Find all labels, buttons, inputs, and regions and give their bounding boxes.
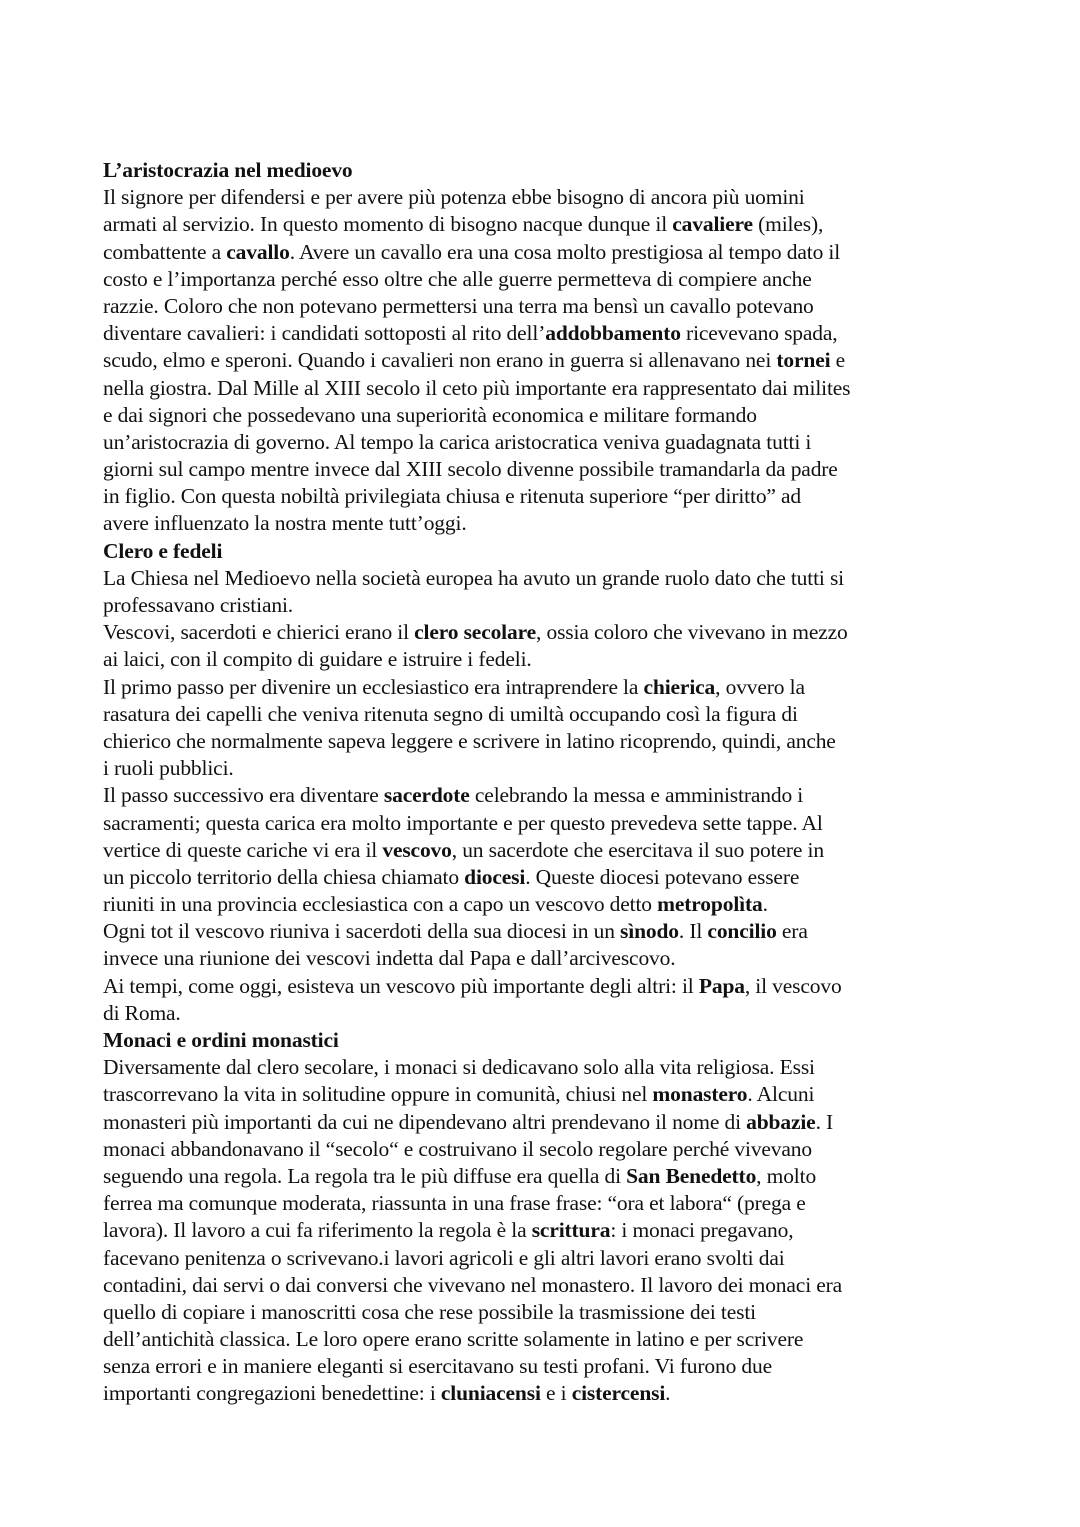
bold-keyword: scrittura bbox=[531, 1218, 611, 1243]
text-run: : i monaci pregavano, bbox=[610, 1218, 794, 1243]
section-heading: L’aristocrazia nel medioevo bbox=[103, 158, 353, 182]
text-run: in figlio. Con questa nobiltà privilegiata chiusa e ritenuta superiore “per diritto” ad bbox=[103, 484, 802, 509]
text-run: . Alcuni bbox=[747, 1082, 815, 1107]
paragraph-line bbox=[103, 701, 1003, 728]
paragraph-line bbox=[103, 891, 1003, 918]
paragraph-line bbox=[103, 973, 1003, 1000]
text-run: contadini, dai servi o dai conversi che vivevano nel monastero. Il lavoro dei monaci era bbox=[103, 1272, 843, 1297]
text-run: ai laici, con il compito di guidare e istruire i fedeli. bbox=[103, 647, 532, 672]
bold-keyword: tornei bbox=[776, 348, 831, 373]
bold-keyword: addobbamento bbox=[545, 321, 681, 346]
paragraph-line bbox=[103, 266, 1003, 293]
text-run: . Queste diocesi potevano essere bbox=[525, 864, 800, 889]
bold-keyword: vescovo bbox=[382, 837, 452, 862]
section-heading: Clero e fedeli bbox=[103, 538, 223, 563]
text-run: scudo, elmo e speroni. Quando i cavalieri non erano in guerra si allenavano nei bbox=[103, 348, 777, 373]
paragraph-line bbox=[103, 320, 1003, 347]
text-run: celebrando la messa e amministrando i bbox=[469, 783, 804, 808]
document-section bbox=[103, 538, 1003, 1027]
text-run: monasteri più importanti da cui ne dipendevano altri prendevano il nome di bbox=[103, 1109, 747, 1134]
text-run: sacramenti; questa carica era molto importante e per questo prevedeva sette tappe. Al bbox=[103, 810, 823, 835]
text-run: vertice di queste cariche vi era il bbox=[103, 837, 383, 862]
paragraph-line bbox=[103, 1163, 1003, 1190]
paragraph-line bbox=[103, 1326, 1003, 1353]
paragraph-line bbox=[103, 810, 1003, 837]
text-run: . Avere un cavallo era una cosa molto prestigiosa al tempo dato il bbox=[289, 239, 841, 264]
text-run: ferrea ma comunque moderata, riassunta in una frase frase: “ora et labora“ (prega e bbox=[103, 1191, 806, 1216]
text-run: e dai signori che possedevano una superiorità economica e militare formando bbox=[103, 402, 757, 427]
paragraph-line bbox=[103, 592, 1003, 619]
text-run: Diversamente dal clero secolare, i monaci si dedicavano solo alla vita religiosa. Essi bbox=[103, 1055, 815, 1080]
text-run: Il passo successivo era diventare bbox=[103, 783, 384, 808]
document-section bbox=[103, 1027, 1003, 1408]
text-run: . I bbox=[815, 1109, 834, 1134]
text-run: . bbox=[665, 1381, 671, 1406]
text-run: (miles), bbox=[752, 212, 824, 237]
text-run: professavano cristiani. bbox=[103, 593, 293, 617]
bold-keyword: sìnodo bbox=[620, 919, 679, 944]
paragraph-line bbox=[103, 293, 1003, 320]
text-run: era bbox=[776, 919, 808, 944]
paragraph-line bbox=[103, 755, 1003, 782]
paragraph-line bbox=[103, 1272, 1003, 1299]
paragraph-line bbox=[103, 1081, 1003, 1108]
paragraph-line bbox=[103, 918, 1003, 945]
text-run: un’aristocrazia di governo. Al tempo la carica aristocratica veniva guadagnata tutti i bbox=[103, 429, 812, 454]
paragraph-line bbox=[103, 510, 1003, 537]
bold-keyword: sacerdote bbox=[383, 783, 470, 808]
paragraph-line bbox=[103, 402, 1003, 429]
paragraph-line bbox=[103, 1136, 1003, 1163]
text-run: dell’antichità classica. Le loro opere erano scritte solamente in latino e per scrivere bbox=[103, 1327, 804, 1352]
text-run: trascorrevano la vita in solitudine oppure in comunità, chiusi nel bbox=[103, 1082, 653, 1107]
bold-keyword: cluniacensi bbox=[440, 1381, 541, 1406]
paragraph-line bbox=[103, 674, 1003, 701]
text-run: . Il bbox=[678, 919, 708, 944]
text-run: i ruoli pubblici. bbox=[103, 756, 234, 781]
bold-keyword: metropolìta bbox=[657, 892, 763, 917]
text-run: combattente a bbox=[103, 239, 227, 264]
text-run: invece una riunione dei vescovi indetta dal Papa e dall’arcivescovo. bbox=[103, 946, 676, 971]
text-run: importanti congregazioni benedettine: i bbox=[103, 1381, 441, 1406]
paragraph-line bbox=[103, 429, 1003, 456]
text-run: avere influenzato la nostra mente tutt’oggi. bbox=[103, 511, 467, 536]
text-run: rasatura dei capelli che veniva ritenuta segno di umiltà occupando così la figura di bbox=[103, 701, 798, 726]
text-run: riuniti in una provincia ecclesiastica con a capo un vescovo detto bbox=[103, 892, 658, 917]
document-section bbox=[103, 157, 1003, 538]
text-run: razzie. Coloro che non potevano permettersi una terra ma bensì un cavallo potevano bbox=[103, 293, 814, 318]
bold-keyword: cistercensi bbox=[571, 1381, 666, 1406]
bold-keyword: cavallo bbox=[226, 239, 290, 264]
paragraph-line bbox=[103, 619, 1003, 646]
text-run: . bbox=[762, 892, 768, 917]
paragraph-line bbox=[103, 837, 1003, 864]
text-run: e bbox=[830, 348, 846, 373]
text-run: senza errori e in maniere eleganti si esercitavano su testi profani. Vi furono due bbox=[103, 1354, 772, 1379]
text-run: lavora). Il lavoro a cui fa riferimento la regola è la bbox=[103, 1218, 532, 1243]
paragraph-line bbox=[103, 1109, 1003, 1136]
paragraph-line bbox=[103, 1245, 1003, 1272]
bold-keyword: concilio bbox=[707, 919, 777, 944]
paragraph-line bbox=[103, 1299, 1003, 1326]
bold-keyword: clero secolare bbox=[414, 620, 537, 645]
paragraph-line bbox=[103, 1380, 1003, 1407]
text-run: La Chiesa nel Medioevo nella società europea ha avuto un grande ruolo dato che tutti si bbox=[103, 565, 844, 590]
text-run: nella giostra. Dal Mille al XIII secolo il ceto più importante era rappresentato dai milites bbox=[103, 375, 851, 400]
paragraph-line bbox=[103, 1054, 1003, 1081]
bold-keyword: abbazie bbox=[746, 1109, 816, 1134]
text-run: diventare cavalieri: i candidati sottoposti al rito dell’ bbox=[103, 321, 546, 346]
paragraph-line bbox=[103, 211, 1003, 238]
text-run: , ossia coloro che vivevano in mezzo bbox=[536, 620, 848, 645]
text-run: monaci abbandonavano il “secolo“ e costruivano il secolo regolare perché vivevano bbox=[103, 1136, 813, 1161]
bold-keyword: chierica bbox=[643, 674, 716, 699]
bold-keyword: monastero bbox=[652, 1082, 748, 1107]
text-run: Vescovi, sacerdoti e chierici erano il bbox=[103, 620, 415, 645]
bold-keyword: Papa bbox=[698, 973, 745, 998]
text-run: , molto bbox=[756, 1163, 817, 1188]
paragraph-line bbox=[103, 728, 1003, 755]
text-run: costo e l’importanza perché esso oltre che alle guerre permetteva di compiere anche bbox=[103, 266, 812, 291]
text-run: e i bbox=[540, 1381, 572, 1406]
paragraph-line bbox=[103, 1190, 1003, 1217]
paragraph-line bbox=[103, 646, 1003, 673]
section-heading: Monaci e ordini monastici bbox=[103, 1028, 339, 1052]
bold-keyword: San Benedetto bbox=[626, 1163, 757, 1188]
text-run: quello di copiare i manoscritti cosa che rese possibile la trasmissione dei testi bbox=[103, 1299, 756, 1324]
text-run: chierico che normalmente sapeva leggere e scrivere in latino ricoprendo, quindi, anche bbox=[103, 728, 836, 753]
text-run: facevano penitenza o scrivevano.i lavori agricoli e gli altri lavori erano svolti dai bbox=[103, 1245, 785, 1270]
text-run: un piccolo territorio della chiesa chiamato bbox=[103, 864, 465, 889]
paragraph-line bbox=[103, 1000, 1003, 1027]
bold-keyword: cavaliere bbox=[672, 212, 753, 237]
text-run: Ai tempi, come oggi, esisteva un vescovo più importante degli altri: il bbox=[103, 973, 699, 998]
paragraph-line bbox=[103, 1353, 1003, 1380]
paragraph-line bbox=[103, 1217, 1003, 1244]
paragraph-line bbox=[103, 456, 1003, 483]
paragraph-line bbox=[103, 375, 1003, 402]
text-run: Il primo passo per divenire un ecclesiastico era intraprendere la bbox=[103, 674, 644, 699]
text-run: ricevevano spada, bbox=[680, 321, 838, 346]
paragraph-line bbox=[103, 239, 1003, 266]
text-run: , ovvero la bbox=[715, 674, 805, 699]
text-run: , il vescovo bbox=[744, 973, 842, 998]
text-run: seguendo una regola. La regola tra le più diffuse era quella di bbox=[103, 1163, 627, 1188]
text-run: di Roma. bbox=[103, 1000, 181, 1025]
paragraph-line bbox=[103, 347, 1003, 374]
paragraph-line bbox=[103, 782, 1003, 809]
paragraph-line bbox=[103, 483, 1003, 510]
text-run: giorni sul campo mentre invece dal XIII secolo divenne possibile tramandarla da padre bbox=[103, 457, 838, 482]
paragraph-line bbox=[103, 864, 1003, 891]
paragraph-line bbox=[103, 565, 1003, 592]
text-run: Il signore per difendersi e per avere più potenza ebbe bisogno di ancora più uomini bbox=[103, 185, 805, 210]
paragraph-line bbox=[103, 945, 1003, 972]
bold-keyword: diocesi bbox=[464, 864, 526, 889]
paragraph-line bbox=[103, 184, 1003, 211]
text-run: Ogni tot il vescovo riuniva i sacerdoti della sua diocesi in un bbox=[103, 919, 621, 944]
text-run: , un sacerdote che esercitava il suo potere in bbox=[451, 837, 824, 862]
text-run: armati al servizio. In questo momento di bisogno nacque dunque il bbox=[103, 212, 673, 237]
document-page bbox=[103, 157, 1003, 1408]
